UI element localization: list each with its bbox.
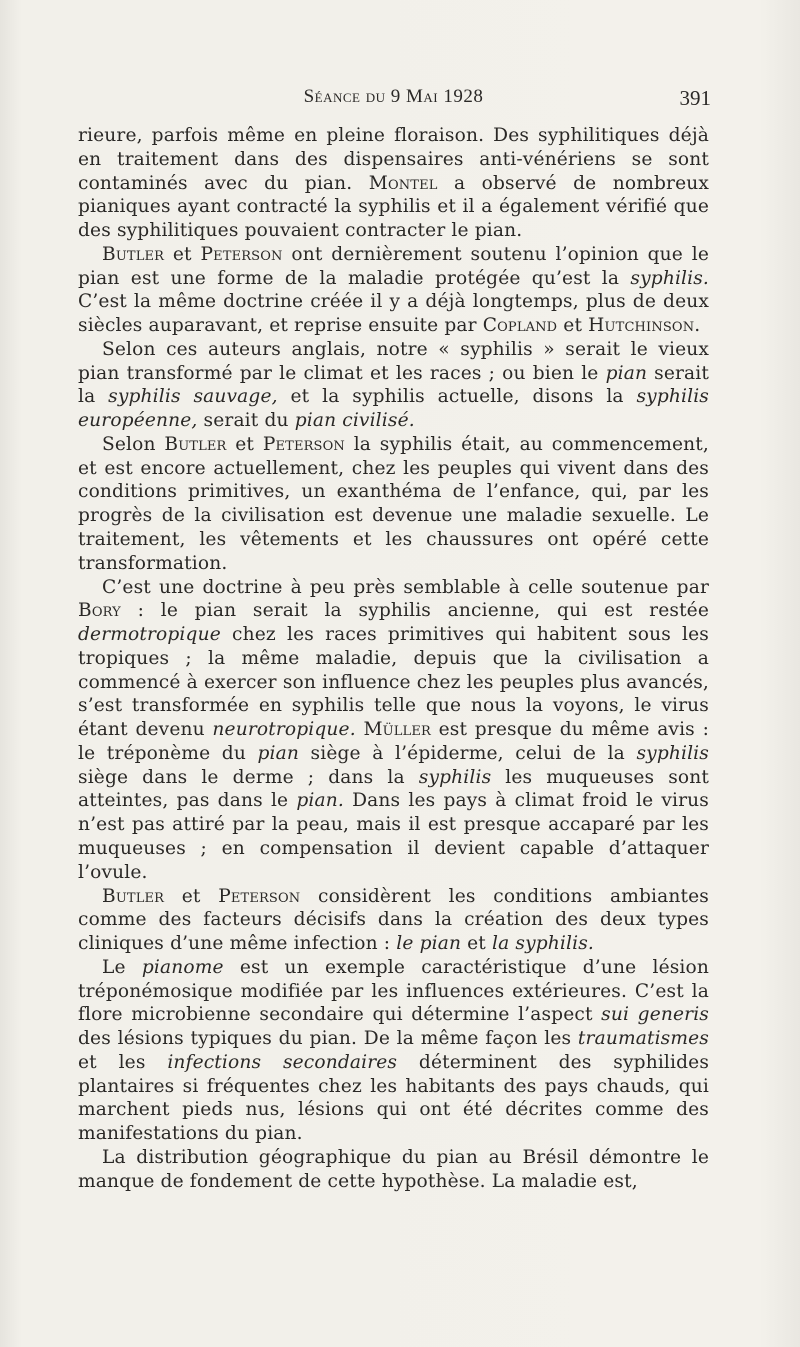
- running-header: [78, 86, 709, 116]
- text-run: Selon: [102, 433, 165, 455]
- italic-text: syphilis.: [630, 267, 709, 289]
- text-run: et: [164, 243, 201, 265]
- text-run: Le: [102, 956, 142, 978]
- author-name: Peterson: [200, 243, 283, 265]
- text-run: considèrent les conditions ambiantes comme des facteurs décisifs dans la création des deux types cliniques d’une même infection :: [78, 885, 709, 955]
- paragraph: [78, 576, 709, 885]
- author-name: Butler: [164, 433, 227, 455]
- italic-text: syphilis: [418, 766, 492, 788]
- italic-text: syphilis: [636, 742, 709, 764]
- italic-text: pian: [605, 362, 648, 384]
- text-run: C’est une doctrine à peu près semblable à celle soutenue par: [102, 576, 709, 598]
- author-name: Müller: [363, 719, 431, 741]
- italic-text: pian.: [296, 790, 344, 812]
- paragraph: [78, 433, 709, 576]
- author-name: Bory: [78, 600, 121, 622]
- author-name: Butler: [102, 243, 165, 265]
- paragraph: [78, 338, 709, 433]
- italic-text: syphilis sauvage,: [108, 386, 278, 408]
- italic-text: neurotropique.: [212, 719, 356, 741]
- italic-text: infections secondaires: [167, 1051, 398, 1073]
- italic-text: la syphilis.: [492, 933, 594, 955]
- italic-text: pian: [257, 742, 299, 764]
- text-run: chez les races primitives qui habitent sous les tropiques ; la même maladie, depuis que la civilisation a commencé à exercer son influence chez les peuples plus avancés, s’est transformée en syphilis telle que nous la voyons, le virus étant devenu: [78, 624, 709, 741]
- text-run: et les: [78, 1051, 168, 1073]
- text-run: ont dernièrement soutenu l’opinion que le pian est une forme de la maladie protégée qu’est la: [78, 243, 709, 289]
- running-title: Séance du 9 Mai 1928: [303, 86, 484, 107]
- paragraph: [78, 956, 709, 1146]
- text-run: la syphilis était, au commencement, et est encore actuellement, chez les peuples qui vivent dans des conditions primitives, un exanthéma de l’enfance, qui, par les progrès de la civilisation est devenue une maladie sexuelle. Le traitement, les vêtements et les chaussures ont opéré cette transformation.: [78, 433, 709, 574]
- author-name: Butler: [102, 885, 165, 907]
- text-run: et la syphilis actuelle, disons la: [277, 386, 637, 408]
- text-run: serait la: [78, 362, 710, 408]
- text-run: déterminent des syphilides plantaires si fréquentes chez les habitants des pays chauds, qui marchent pieds nus, lésions qui ont été décrites comme des manifestations du pian.: [78, 1051, 710, 1145]
- italic-text: dermotropique: [78, 624, 221, 646]
- paragraph: [78, 885, 709, 956]
- author-name: Montel: [368, 172, 438, 194]
- paragraph: [78, 124, 709, 243]
- text-run: Dans les pays à climat froid le virus n’est pas attiré par la peau, mais il est presque accaparé par les muqueuses ; en compensation il devient capable d’attaquer l’ovule.: [78, 790, 709, 883]
- italic-text: traumatismes: [577, 1028, 709, 1050]
- text-run: rieure, parfois même en pleine floraison. Des syphilitiques déjà en traitement dans des dispensaires anti-vénériens se sont contaminés avec du pian.: [78, 125, 709, 194]
- text-run: et: [461, 933, 492, 955]
- text-run: et: [164, 885, 219, 907]
- italic-text: syphilis européenne,: [78, 386, 709, 432]
- text-run: : le pian serait la syphilis ancienne, qui est restée: [120, 600, 709, 622]
- text-run: siège dans le derme ; dans la: [78, 766, 419, 788]
- italic-text: sui generis: [601, 1004, 709, 1026]
- text-run: est presque du même avis : le tréponème du: [78, 719, 709, 764]
- author-name: Hutchinson.: [588, 315, 701, 337]
- text-run: et: [226, 433, 263, 455]
- text-run: est un exemple caractéristique d’une lésion tréponémosique modifiée par les influences extérieures. C’est la flore microbienne secondaire qui détermine l’aspect: [78, 956, 709, 1026]
- text-run: siège à l’épiderme, celui de la: [299, 742, 637, 764]
- italic-text: pian civilisé.: [294, 410, 415, 432]
- text-run: C’est la même doctrine créée il y a déjà longtemps, plus de deux siècles auparavant, et reprise ensuite par: [78, 291, 709, 337]
- text-run: serait du: [197, 410, 295, 432]
- author-name: Copland: [482, 315, 558, 337]
- page-number: 391: [679, 86, 711, 110]
- italic-text: le pian: [396, 933, 462, 955]
- text-run: les muqueuses sont atteintes, pas dans le: [78, 766, 710, 812]
- text-run: Selon ces auteurs anglais, notre « syphilis » serait le vieux pian transformé par le climat et les races ; ou bien le: [78, 338, 709, 384]
- italic-text: pianome: [141, 956, 224, 978]
- text-run: La distribution géographique du pian au Brésil démontre le manque de fondement de cette hypothèse. La maladie est,: [78, 1146, 709, 1192]
- text-run: des lésions typiques du pian. De la même façon les: [78, 1028, 578, 1050]
- paragraph: [78, 1146, 709, 1194]
- author-name: Peterson: [262, 433, 345, 455]
- text-run: a observé de nombreux pianiques ayant contracté la syphilis et il a également vérifié que des syphilitiques pouvaient contracter le pian.: [78, 172, 710, 242]
- body-text: [78, 124, 709, 1193]
- author-name: Peterson: [218, 885, 301, 907]
- paragraph: [78, 243, 709, 338]
- text-run: et: [557, 315, 589, 337]
